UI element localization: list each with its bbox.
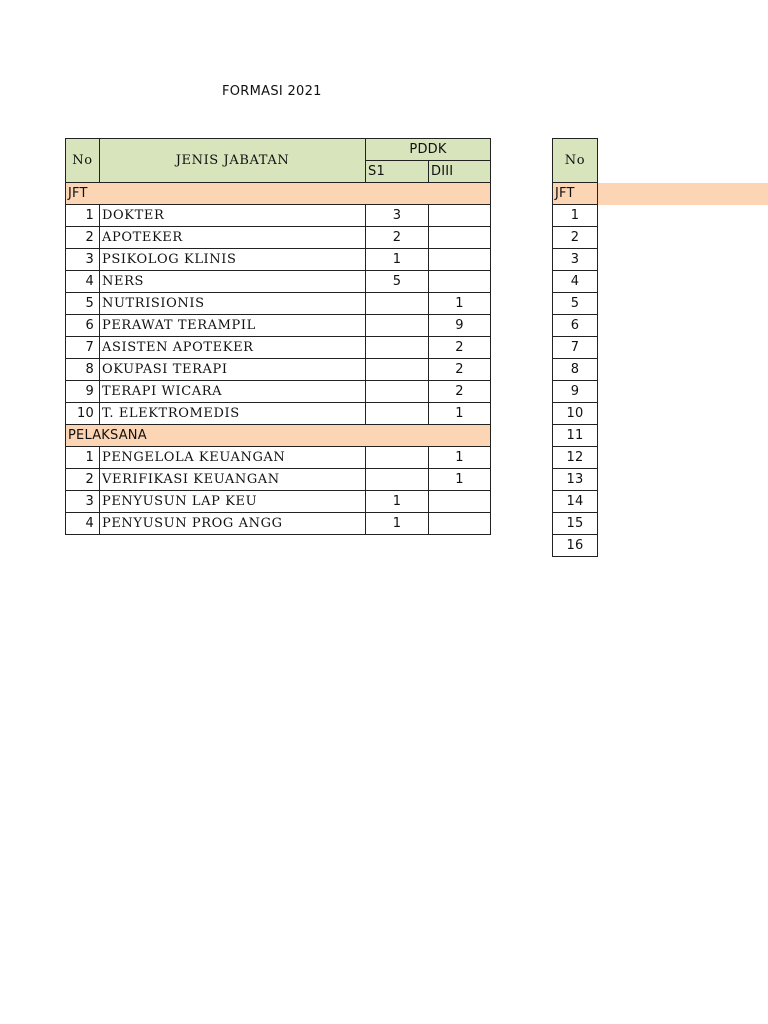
row-s1: 3 xyxy=(366,205,429,227)
row-s1: 1 xyxy=(366,513,429,535)
row-s1 xyxy=(366,293,429,315)
section-label: PELAKSANA xyxy=(66,425,491,447)
header-jenis-jabatan: JENIS JABATAN xyxy=(100,139,366,183)
table-row xyxy=(66,447,491,469)
right-row xyxy=(553,271,768,293)
row-s1: 1 xyxy=(366,491,429,513)
right-row xyxy=(553,535,768,557)
row-jabatan: PERAWAT TERAMPIL xyxy=(100,315,366,337)
right-row-number: 15 xyxy=(553,513,598,535)
row-number: 3 xyxy=(66,249,100,271)
row-jabatan: OKUPASI TERAPI xyxy=(100,359,366,381)
right-row-number: 12 xyxy=(553,447,598,469)
row-diii: 2 xyxy=(429,381,491,403)
row-number: 6 xyxy=(66,315,100,337)
row-number: 8 xyxy=(66,359,100,381)
row-diii: 9 xyxy=(429,315,491,337)
row-number: 7 xyxy=(66,337,100,359)
table-row xyxy=(66,359,491,381)
table-row xyxy=(66,293,491,315)
row-diii xyxy=(429,513,491,535)
right-row-number: 1 xyxy=(553,205,598,227)
right-row-number: 7 xyxy=(553,337,598,359)
row-jabatan: T. ELEKTROMEDIS xyxy=(100,403,366,425)
right-row xyxy=(553,337,768,359)
row-s1: 5 xyxy=(366,271,429,293)
right-row-number: 11 xyxy=(553,425,598,447)
row-number: 5 xyxy=(66,293,100,315)
right-row-number: 8 xyxy=(553,359,598,381)
right-row-number: 9 xyxy=(553,381,598,403)
header-diii: DIII xyxy=(429,161,491,183)
table-row xyxy=(66,403,491,425)
right-row-number: 4 xyxy=(553,271,598,293)
table-row xyxy=(66,315,491,337)
right-row xyxy=(553,491,768,513)
row-s1 xyxy=(366,315,429,337)
row-s1 xyxy=(366,403,429,425)
table-row xyxy=(66,205,491,227)
row-jabatan: ASISTEN APOTEKER xyxy=(100,337,366,359)
section-row xyxy=(66,425,491,447)
right-row xyxy=(553,205,768,227)
right-row xyxy=(553,293,768,315)
right-row-number: 16 xyxy=(553,535,598,557)
table-row xyxy=(66,271,491,293)
row-diii xyxy=(429,227,491,249)
right-row-number: 2 xyxy=(553,227,598,249)
right-section-label: JFT xyxy=(553,183,598,205)
right-row xyxy=(553,249,768,271)
row-diii: 1 xyxy=(429,293,491,315)
row-diii xyxy=(429,249,491,271)
section-label: JFT xyxy=(66,183,491,205)
row-jabatan: NERS xyxy=(100,271,366,293)
row-diii xyxy=(429,491,491,513)
right-row xyxy=(553,403,768,425)
table-row xyxy=(66,469,491,491)
row-number: 4 xyxy=(66,271,100,293)
row-jabatan: PENYUSUN LAP KEU xyxy=(100,491,366,513)
row-jabatan: TERAPI WICARA xyxy=(100,381,366,403)
row-s1 xyxy=(366,469,429,491)
right-row xyxy=(553,381,768,403)
row-jabatan: DOKTER xyxy=(100,205,366,227)
right-row xyxy=(553,425,768,447)
row-jabatan: NUTRISIONIS xyxy=(100,293,366,315)
table-row xyxy=(66,249,491,271)
row-s1: 2 xyxy=(366,227,429,249)
formasi-table xyxy=(65,138,491,535)
row-number: 4 xyxy=(66,513,100,535)
right-row-number: 6 xyxy=(553,315,598,337)
right-number-table xyxy=(552,138,768,557)
row-jabatan: PSIKOLOG KLINIS xyxy=(100,249,366,271)
section-row xyxy=(66,183,491,205)
row-s1: 1 xyxy=(366,249,429,271)
row-diii: 1 xyxy=(429,447,491,469)
right-section-fill xyxy=(598,183,768,205)
row-jabatan: PENGELOLA KEUANGAN xyxy=(100,447,366,469)
right-row-number: 14 xyxy=(553,491,598,513)
row-number: 1 xyxy=(66,447,100,469)
right-header-no: No xyxy=(553,139,598,183)
sheet-title: FORMASI 2021 xyxy=(222,84,322,99)
right-row xyxy=(553,469,768,491)
right-row-number: 3 xyxy=(553,249,598,271)
row-number: 3 xyxy=(66,491,100,513)
right-row xyxy=(553,227,768,249)
row-jabatan: APOTEKER xyxy=(100,227,366,249)
row-number: 1 xyxy=(66,205,100,227)
table-row xyxy=(66,337,491,359)
row-diii: 2 xyxy=(429,337,491,359)
row-diii: 1 xyxy=(429,469,491,491)
row-s1 xyxy=(366,381,429,403)
right-row-number: 5 xyxy=(553,293,598,315)
row-s1 xyxy=(366,359,429,381)
row-number: 9 xyxy=(66,381,100,403)
row-diii: 2 xyxy=(429,359,491,381)
table-row xyxy=(66,513,491,535)
right-row-number: 10 xyxy=(553,403,598,425)
row-diii xyxy=(429,205,491,227)
right-row xyxy=(553,315,768,337)
header-pddk: PDDK xyxy=(366,139,491,161)
table-row xyxy=(66,491,491,513)
right-row xyxy=(553,447,768,469)
row-jabatan: PENYUSUN PROG ANGG xyxy=(100,513,366,535)
row-diii: 1 xyxy=(429,403,491,425)
header-s1: S1 xyxy=(366,161,429,183)
right-row xyxy=(553,359,768,381)
row-s1 xyxy=(366,337,429,359)
right-row-number: 13 xyxy=(553,469,598,491)
table-row xyxy=(66,227,491,249)
row-diii xyxy=(429,271,491,293)
right-row xyxy=(553,513,768,535)
row-s1 xyxy=(366,447,429,469)
row-number: 2 xyxy=(66,227,100,249)
table-row xyxy=(66,381,491,403)
row-number: 10 xyxy=(66,403,100,425)
row-jabatan: VERIFIKASI KEUANGAN xyxy=(100,469,366,491)
row-number: 2 xyxy=(66,469,100,491)
header-no: No xyxy=(66,139,100,183)
